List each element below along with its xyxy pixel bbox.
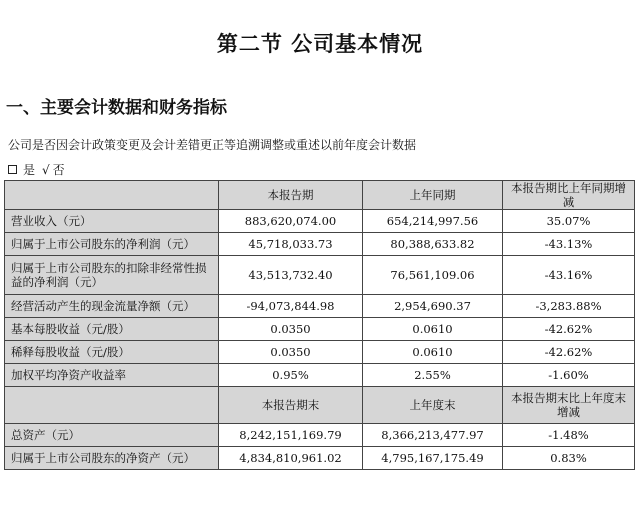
row-label: 归属于上市公司股东的净资产（元） <box>5 447 219 470</box>
header-cell: 上年度末 <box>363 387 503 424</box>
table-cell: 654,214,997.56 <box>363 210 503 233</box>
row-label: 稀释每股收益（元/股） <box>5 341 219 364</box>
choice-yes-label: 是 <box>23 163 36 177</box>
check-mark-icon: √ <box>42 162 50 177</box>
table-cell: 4,795,167,175.49 <box>363 447 503 470</box>
table-cell: 76,561,109.06 <box>363 256 503 295</box>
row-label: 营业收入（元） <box>5 210 219 233</box>
table-row <box>5 210 635 233</box>
table-row <box>5 341 635 364</box>
table-cell: 80,388,633.82 <box>363 233 503 256</box>
table-row <box>5 447 635 470</box>
table-cell: 2,954,690.37 <box>363 295 503 318</box>
row-label: 归属于上市公司股东的净利润（元） <box>5 233 219 256</box>
table-cell: 43,513,732.40 <box>219 256 363 295</box>
row-label: 总资产（元） <box>5 424 219 447</box>
table-cell: 8,242,151,169.79 <box>219 424 363 447</box>
table-cell: -43.13% <box>503 233 635 256</box>
page-title: 第二节 公司基本情况 <box>216 31 424 56</box>
choice-no-label: 否 <box>52 163 65 177</box>
table-cell: -3,283.88% <box>503 295 635 318</box>
table-cell: 8,366,213,477.97 <box>363 424 503 447</box>
table-row <box>5 295 635 318</box>
table-cell: -94,073,844.98 <box>219 295 363 318</box>
table-row <box>5 364 635 387</box>
header-cell: 本报告期末比上年度末增减 <box>503 387 635 424</box>
table-cell: -42.62% <box>503 318 635 341</box>
table-row <box>5 233 635 256</box>
table-cell: 45,718,033.73 <box>219 233 363 256</box>
checkbox-icon <box>8 165 17 174</box>
table-cell: 883,620,074.00 <box>219 210 363 233</box>
table-cell: 0.83% <box>503 447 635 470</box>
table-row <box>5 318 635 341</box>
table-cell: 0.0350 <box>219 318 363 341</box>
row-label: 基本每股收益（元/股） <box>5 318 219 341</box>
restatement-choice <box>8 161 65 178</box>
header-cell <box>5 181 219 210</box>
table-cell: -42.62% <box>503 341 635 364</box>
table-cell: 0.0610 <box>363 318 503 341</box>
table-cell: -1.60% <box>503 364 635 387</box>
table-cell: -1.48% <box>503 424 635 447</box>
table-cell: 4,834,810,961.02 <box>219 447 363 470</box>
row-label: 加权平均净资产收益率 <box>5 364 219 387</box>
table-cell: 0.95% <box>219 364 363 387</box>
financial-indicators-table <box>4 180 635 470</box>
table-header-row <box>5 181 635 210</box>
row-label: 经营活动产生的现金流量净额（元） <box>5 295 219 318</box>
table-cell: 35.07% <box>503 210 635 233</box>
row-label: 归属于上市公司股东的扣除非经常性损益的净利润（元） <box>5 256 219 295</box>
section-heading: 一、主要会计数据和财务指标 <box>6 98 227 118</box>
table-subheader-row <box>5 387 635 424</box>
header-cell: 本报告期末 <box>219 387 363 424</box>
restatement-note: 公司是否因会计政策变更及会计差错更正等追溯调整或重述以前年度会计数据 <box>8 138 417 152</box>
table-cell: -43.16% <box>503 256 635 295</box>
header-cell: 上年同期 <box>363 181 503 210</box>
table-cell: 0.0350 <box>219 341 363 364</box>
table-cell: 0.0610 <box>363 341 503 364</box>
header-cell: 本报告期比上年同期增减 <box>503 181 635 210</box>
table-row <box>5 424 635 447</box>
table-row <box>5 256 635 295</box>
header-cell: 本报告期 <box>219 181 363 210</box>
header-cell <box>5 387 219 424</box>
table-cell: 2.55% <box>363 364 503 387</box>
